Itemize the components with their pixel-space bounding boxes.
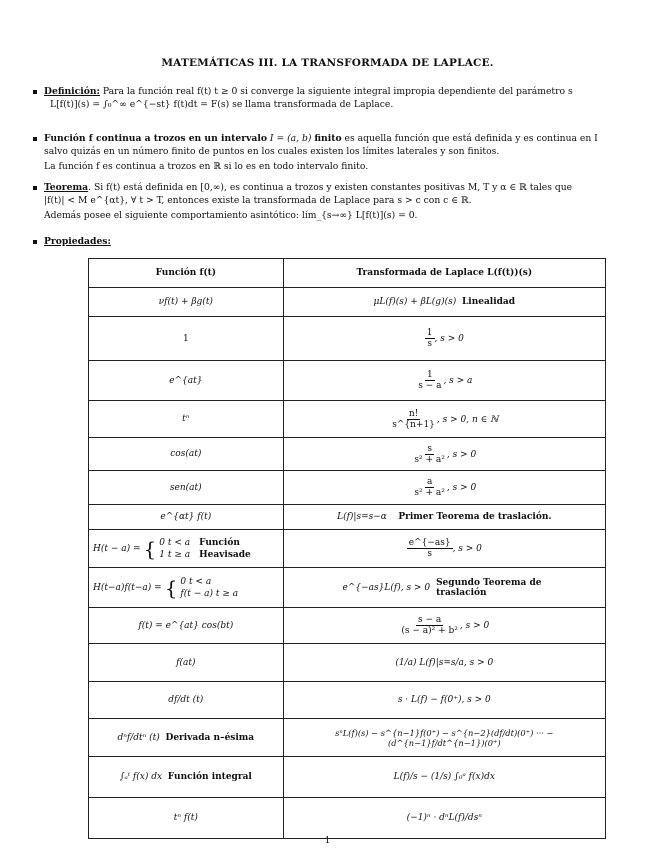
brace-icon: { xyxy=(143,536,157,561)
cell-right: L(f)|s=s−α xyxy=(337,512,387,522)
bullet xyxy=(33,90,37,94)
bullet xyxy=(33,137,37,141)
properties-label: Propiedades: xyxy=(44,236,111,247)
frac-den: s xyxy=(427,339,432,349)
theorem-line1: . Si f(t) está definida en [0,∞), es continua a trozos y existen constantes positivas M, T y α ∈ ℝ tales que xyxy=(88,182,573,193)
frac-den: s xyxy=(427,549,432,559)
table-row xyxy=(89,644,606,682)
cell-left: 1 xyxy=(182,333,189,344)
table-row xyxy=(89,438,606,471)
cell-cond: , s > 0 xyxy=(459,621,490,631)
bullet xyxy=(33,240,37,244)
cell-note: Segundo Teorema de traslación xyxy=(436,577,542,598)
case-1: 0 t < a xyxy=(180,576,212,587)
properties-block xyxy=(34,236,626,249)
piecewise-line3: La función f es continua a trozos en ℝ si lo es en todo intervalo finito. xyxy=(44,161,369,173)
table-row xyxy=(89,608,606,644)
theorem-label: Teorema xyxy=(44,182,89,193)
cell-right: (−1)ⁿ · dⁿL(f)/dsⁿ xyxy=(406,813,482,823)
cell-left: sen(at) xyxy=(169,482,202,493)
definition-line1: Para la función real f(t) t ≥ 0 si converge la siguiente integral impropia dependiente del parámetro s xyxy=(102,86,573,97)
cell-note: Primer Teorema de traslación. xyxy=(398,512,552,522)
case-2: f(t − a) t ≥ a xyxy=(180,588,239,599)
cell-left: tⁿ f(t) xyxy=(173,813,198,823)
piecewise-label-finito: finito xyxy=(314,133,342,144)
piecewise-line2: salvo quizás en un número finito de puntos en los cuales existen los límites laterales y son finitos. xyxy=(44,145,500,157)
definition-label: Definición: xyxy=(44,86,100,97)
cell-cond: , s > 0 xyxy=(446,483,477,493)
table-row xyxy=(89,530,606,568)
cell-cond: , s > 0 xyxy=(434,334,464,344)
bullet xyxy=(33,186,37,190)
header-function: Función f(t) xyxy=(89,259,284,288)
definition-line2: L[f(t)](s) = ∫₀^∞ e^{−st} f(t)dt = F(s) se llama transformada de Laplace. xyxy=(50,98,394,110)
table-row xyxy=(89,682,606,719)
frac-num: s xyxy=(427,443,432,454)
case-1: 0 t < a xyxy=(159,537,191,548)
table-row xyxy=(89,471,606,505)
table-row xyxy=(89,719,606,757)
frac-den: s − a xyxy=(418,381,442,391)
piecewise-interval: I = (a, b) xyxy=(269,133,312,144)
note-b: Heavisade xyxy=(199,549,251,560)
laplace-table xyxy=(88,258,606,839)
frac-num: n! xyxy=(408,408,419,419)
cell-right: s · L(f) − f(0⁺), s > 0 xyxy=(397,695,491,705)
case-2: 1 t ≥ a xyxy=(159,549,191,560)
cell-note: Función integral xyxy=(167,772,252,782)
cell-right: e^{−as}L(f), s > 0 xyxy=(342,582,431,593)
frac-num: 1 xyxy=(426,328,433,338)
table-row xyxy=(89,505,606,530)
frac-num: e^{−as} xyxy=(408,538,451,548)
cell-cond: , s > 0, n ∈ ℕ xyxy=(436,414,499,425)
header-transform: Transformada de Laplace L(f(t))(s) xyxy=(283,259,605,288)
table-row xyxy=(89,288,606,317)
note-a: Función xyxy=(199,537,240,548)
cell-right: μL(f)(s) + βL(g)(s) xyxy=(373,297,457,307)
cell-right: L(f)/s − (1/s) ∫₀ᵃ f(x)dx xyxy=(393,772,495,782)
cell-left: H(t−a)f(t−a) = xyxy=(93,582,162,593)
theorem-line2: |f(t)| < M e^{αt}, ∀ t > T, entonces existe la transformada de Laplace para s > c con c ∈ ℝ. xyxy=(44,194,472,206)
theorem-line3: Además posee el siguiente comportamiento asintótico: lím_{s→∞} L[f(t)](s) = 0. xyxy=(44,210,418,222)
theorem-block xyxy=(34,182,626,223)
cell-cond: , s > a xyxy=(443,376,473,386)
cell-left: H(t − a) = xyxy=(93,543,141,554)
brace-icon: { xyxy=(164,575,178,600)
definition-block xyxy=(34,86,626,111)
cell-left: cos(at) xyxy=(170,449,202,459)
piecewise-line1: es aquella función que está definida y es continua en I xyxy=(344,133,598,144)
table-row xyxy=(89,361,606,401)
page-title: MATEMÁTICAS III. LA TRANSFORMADA DE LAPLACE. xyxy=(161,57,494,69)
frac-den: (s − a)² + b² xyxy=(401,626,458,636)
table-header-row xyxy=(89,259,606,288)
cell-left: dⁿf/dtⁿ (t) xyxy=(117,732,160,743)
table-row xyxy=(89,317,606,361)
frac-den: s^{n+1} xyxy=(392,419,435,430)
cell-note: Derivada n–ésima xyxy=(165,732,255,743)
cell-left: ∫ₐᵗ f(x) dx xyxy=(119,772,163,782)
cell-left: tⁿ xyxy=(182,414,190,424)
cell-left: νf(t) + βg(t) xyxy=(158,297,213,307)
cell-note: Linealidad xyxy=(461,297,516,307)
frac-num: s − a xyxy=(418,615,442,625)
cell-left: f(at) xyxy=(176,657,196,668)
page-number: 1 xyxy=(324,836,331,846)
cell-left: f(t) = e^{at} cos(bt) xyxy=(138,620,234,631)
table-row xyxy=(89,757,606,798)
cell-cond: , s > 0 xyxy=(452,544,482,554)
table-row xyxy=(89,798,606,839)
piecewise-label: Función f continua a trozos en un intervalo xyxy=(44,133,267,144)
cell-cond: , s > 0 xyxy=(446,449,477,460)
cell-left: df/dt (t) xyxy=(168,695,204,705)
frac-den: s² + a² xyxy=(414,454,445,465)
cell-left: e^{αt} f(t) xyxy=(160,512,212,522)
frac-den: s² + a² xyxy=(414,488,445,498)
table-row xyxy=(89,568,606,608)
frac-num: 1 xyxy=(426,370,433,380)
cell-right: (1/a) L(f)|s=s/a, s > 0 xyxy=(395,657,494,668)
frac-num: a xyxy=(426,477,433,487)
cell-left: e^{at} xyxy=(169,375,203,386)
table-row xyxy=(89,401,606,438)
piecewise-block xyxy=(34,133,626,174)
cell-right: sⁿL(f)(s) − s^{n−1}f(0⁺) − s^{n−2}(df/dt)(0⁺) ··· − (d^{n−1}f/dt^{n−1})(0⁺) xyxy=(335,727,554,748)
